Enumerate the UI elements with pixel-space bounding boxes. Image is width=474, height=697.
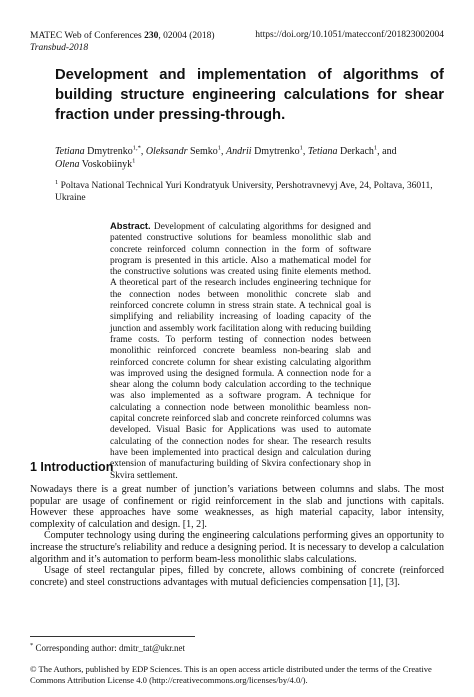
author-separator: ,	[140, 146, 146, 157]
author-separator: ,	[221, 146, 227, 157]
author-first-name: Oleksandr	[145, 146, 188, 157]
abstract-text: Development of calculating algorithms for designed and patented constructive solutions for beamless monolithic slab and concrete reinforced column connection in the form of software program is presented in this article. Also a mathematical model for the constructive solutions was created using finite elements method. A theoretical part of the research includes engineering technique for the connection nodes between monolithic concrete slab and reinforced concrete column in stress strain state. A technical goal is simplifying and reliability increasing of loading capacity of the junction and assembly work facilitation along with reducing building frame costs. To perform testing of connection nodes between monolithic reinforced concrete beamless non-bearing slab and reinforced concrete column for shear existing calculating algorithm was improved using the designed formula. A connection node for a shear along the column body calculation according to the technique was also implemented as a software program. A technique for calculating a connection node between monolithic beamless non-capital concrete reinforced slab and concrete reinforced columns was developed. Visual Basic for Applications was used to automate calculating of the connection nodes for shear. The research results have been implemented into practical design and calculation during extension of manufacturing building of Skvira confectionary shop in Skvira settlement.	[110, 222, 371, 481]
journal-line	[30, 30, 215, 42]
author-last-name: Voskobiinyk	[79, 159, 133, 170]
journal-name: MATEC Web of Conferences	[30, 31, 145, 41]
paragraph: Usage of steel rectangular pipes, filled by concrete, allows combining of concrete (reinforced concrete) and steel constructions advantages with mutual deficiencies compensation [1], [3].	[30, 565, 444, 588]
running-header	[30, 30, 215, 54]
author-affiliation-mark: 1	[373, 144, 378, 152]
footnote-mark: *	[30, 642, 34, 649]
journal-volume: 230	[144, 31, 159, 41]
section-heading: 1 Introduction	[30, 460, 114, 474]
footnote-divider	[30, 636, 195, 637]
abstract-label: Abstract.	[110, 220, 151, 231]
author-separator: ,	[302, 146, 308, 157]
author-affiliation-mark: 1	[132, 157, 136, 165]
affiliation-mark: 1	[55, 178, 59, 186]
paragraph: Nowadays there is a great number of junction’s variations between columns and slabs. The most popular are usage of confinement or rigid reinforcement in the slab and junctions with capitals. However these approaches have some weaknesses, as high material capacity, labor intensity, complexity of calculation and design. [1, 2].	[30, 484, 444, 530]
author-first-name: Andrii	[226, 146, 252, 157]
footnote-text: Corresponding author: dmitr_tat@ukr.net	[33, 643, 186, 653]
doi-link[interactable]: https://doi.org/10.1051/matecconf/201823002004	[255, 30, 444, 40]
author-list	[55, 145, 444, 171]
author-first-name: Tetiana	[307, 146, 338, 157]
article-info: , 02004 (2018)	[158, 31, 215, 41]
conference-name: Transbud-2018	[30, 43, 89, 53]
author-separator: , and	[377, 146, 397, 157]
section-body	[30, 484, 444, 588]
author-first-name: Tetiana	[55, 146, 85, 157]
author-affiliation-mark: 1	[299, 144, 303, 152]
affiliation	[55, 180, 444, 204]
paper-title: Development and implementation of algorithms of building structure engineering calculations for shear fraction under pressing-through.	[55, 67, 444, 123]
author-last-name: Semko	[187, 146, 218, 157]
license-notice: © The Authors, published by EDP Sciences. This is an open access article distributed under the terms of the Creative Commons Attribution License 4.0 (http://creativecommons.org/licenses/by/4.0/).	[30, 664, 432, 685]
author-last-name: Dmytrenko	[251, 146, 300, 157]
affiliation-text: Poltava National Technical Yuri Kondratyuk University, Pershotravnevyj Ave, 24, Poltava, 36011, Ukraine	[55, 181, 433, 203]
author-affiliation-mark: 1,*	[132, 144, 141, 152]
footnote	[30, 643, 185, 653]
author-last-name: Dmytrenko	[84, 146, 133, 157]
author-last-name: Derkach	[337, 146, 374, 157]
paragraph: Computer technology using during the engineering calculations performing gives an opportunity to increase the structure's reliability and reduce a designing period. It is necessary to develop a calculation algorithm and it’s automation to perform beam-less monolithic slabs calculations.	[30, 530, 444, 565]
author-affiliation-mark: 1	[217, 144, 222, 152]
abstract	[110, 220, 371, 482]
author-first-name: Olena	[55, 159, 80, 170]
